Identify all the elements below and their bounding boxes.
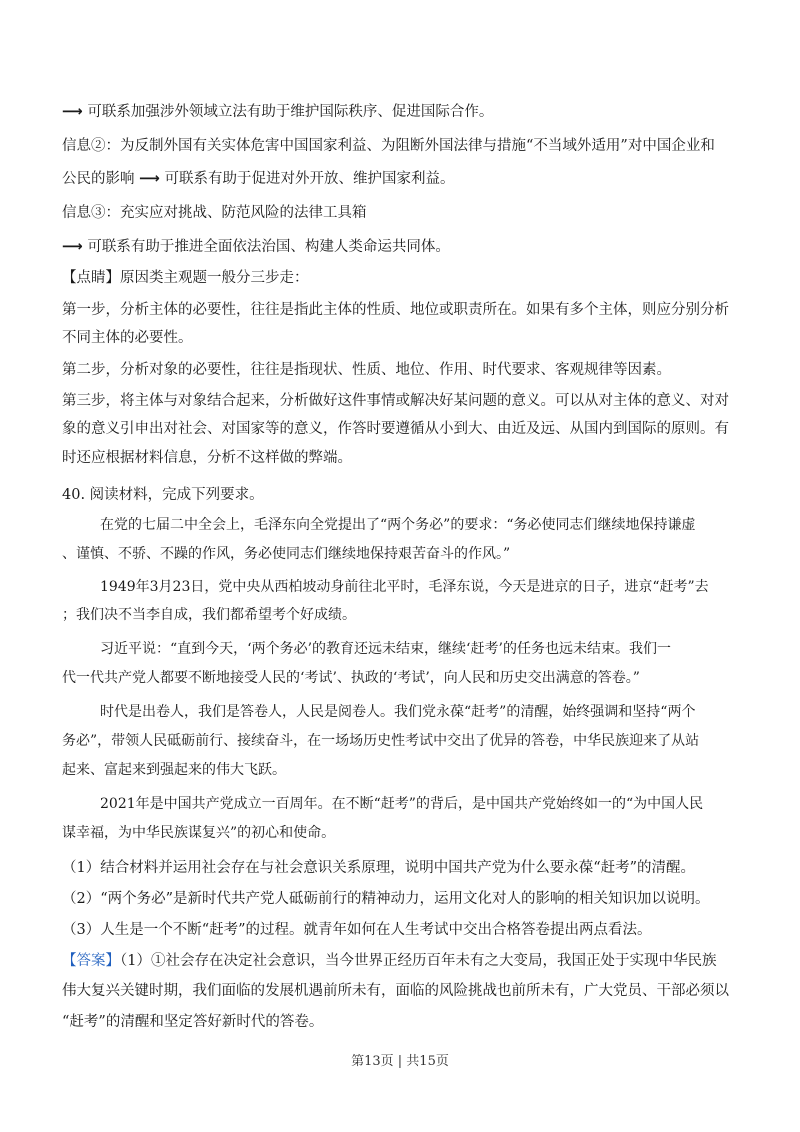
question-item: （3）人生是一个不断“赶考”的过程。就青年如何在人生考试中交出合格答卷提出两点看法。 [62,922,652,938]
text-line: 信息③：充实应对挑战、防范风险的法律工具箱 [62,205,367,221]
question-number: 40. 阅读材料，完成下列要求。 [62,487,264,503]
arrow-icon: ⟶ [62,104,83,120]
answer-line: 伟大复兴关键时期，我们面临的发展机遇前所未有，面临的风险挑战也前所未有，广大党员、干部必须以 [62,983,729,999]
material-line: 、谨慎、不骄、不躁的作风，务必使同志们继续地保持艰苦奋斗的作风。” [62,546,511,562]
tip-heading: 【点睛】原因类主观题一般分三步走： [62,270,309,286]
question-item: （2）“两个务必”是新时代共产党人砥砺前行的精神动力，运用文化对人的影响的相关知识加以说明。 [62,891,710,907]
text-line: 象的意义引申出对社会、对国家等的意义，作答时要遵循从小到大、由近及远、从国内到国际的原则。有 [62,421,729,437]
material-line: 谋幸福，为中华民族谋复兴”的初心和使命。 [62,825,336,841]
material-line: 习近平说：“直到今天，‘两个务必’的教育还远未结束，继续‘赶考’的任务也远未结束。我们一 [100,641,671,657]
text-line: 信息②：为反制外国有关实体危害中国国家利益、为阻断外国法律与措施“不当域外适用”对中国企业和 [62,138,715,154]
text-line: 第一步，分析主体的必要性，往往是指此主体的性质、地位或职责所在。如果有多个主体，则应分别分析 [62,302,729,318]
answer-line: “赶考”的清醒和坚定答好新时代的答卷。 [62,1014,324,1030]
text-line: ⟶ 可联系加强涉外领域立法有助于维护国际秩序、促进国际合作。 [62,104,494,120]
material-line: 代一代共产党人都要不断地接受人民的‘考试’、执政的‘考试’，向人民和历史交出满意的答卷。” [62,670,640,686]
material-line: 起来、富起来到强起来的伟大飞跃。 [62,762,286,778]
material-line: 在党的七届二中全会上，毛泽东向全党提出了“两个务必”的要求：“务必使同志们继续地保持谦虚 [100,517,696,533]
arrow-icon: ⟶ [62,239,83,255]
material-line: 务必”，带领人民砥砺前行、接续奋斗，在一场场历史性考试中交出了优异的答卷，中华民族迎来了从站 [62,733,700,749]
page-footer: 第13页 | 共15页 [351,1054,449,1069]
text-line: 不同主体的必要性。 [62,330,193,346]
arrow-icon: ⟶ [139,171,160,187]
material-line: ；我们决不当李自成，我们都希望考个好成绩。 [62,607,356,623]
text-line: ⟶ 可联系有助于推进全面依法治国、构建人类命运共同体。 [62,239,450,255]
material-line: 时代是出卷人，我们是答卷人，人民是阅卷人。我们党永葆“赶考”的清醒，始终强调和坚持“两个 [100,704,696,720]
text-line: 第二步，分析对象的必要性，往往是指现状、性质、地位、作用、时代要求、客观规律等因素。 [62,362,671,378]
answer-line: 【答案】（1）①社会存在决定社会意识，当今世界正经历百年未有之大变局，我国正处于实现中华民族 [62,953,717,969]
text-line: 第三步，将主体与对象结合起来，分析做好这件事情或解决好某问题的意义。可以从对主体的意义、对对 [62,393,729,409]
material-line: 1949年3月23日，党中央从西柏坡动身前往北平时，毛泽东说，今天是进京的日子，进京“赶考”去 [100,579,709,595]
text-line: 公民的影响 ⟶ 可联系有助于促进对外开放、维护国家利益。 [62,171,455,187]
material-line: 2021年是中国共产党成立一百周年。在不断“赶考”的背后，是中国共产党始终如一的“为中国人民 [100,796,704,812]
question-item: （1）结合材料并运用社会存在与社会意识关系原理，说明中国共产党为什么要永葆“赶考”的清醒。 [62,860,696,876]
text-line: 时还应根据材料信息，分析不这样做的弊端。 [62,450,352,466]
answer-label: 【答案】 [62,953,120,969]
